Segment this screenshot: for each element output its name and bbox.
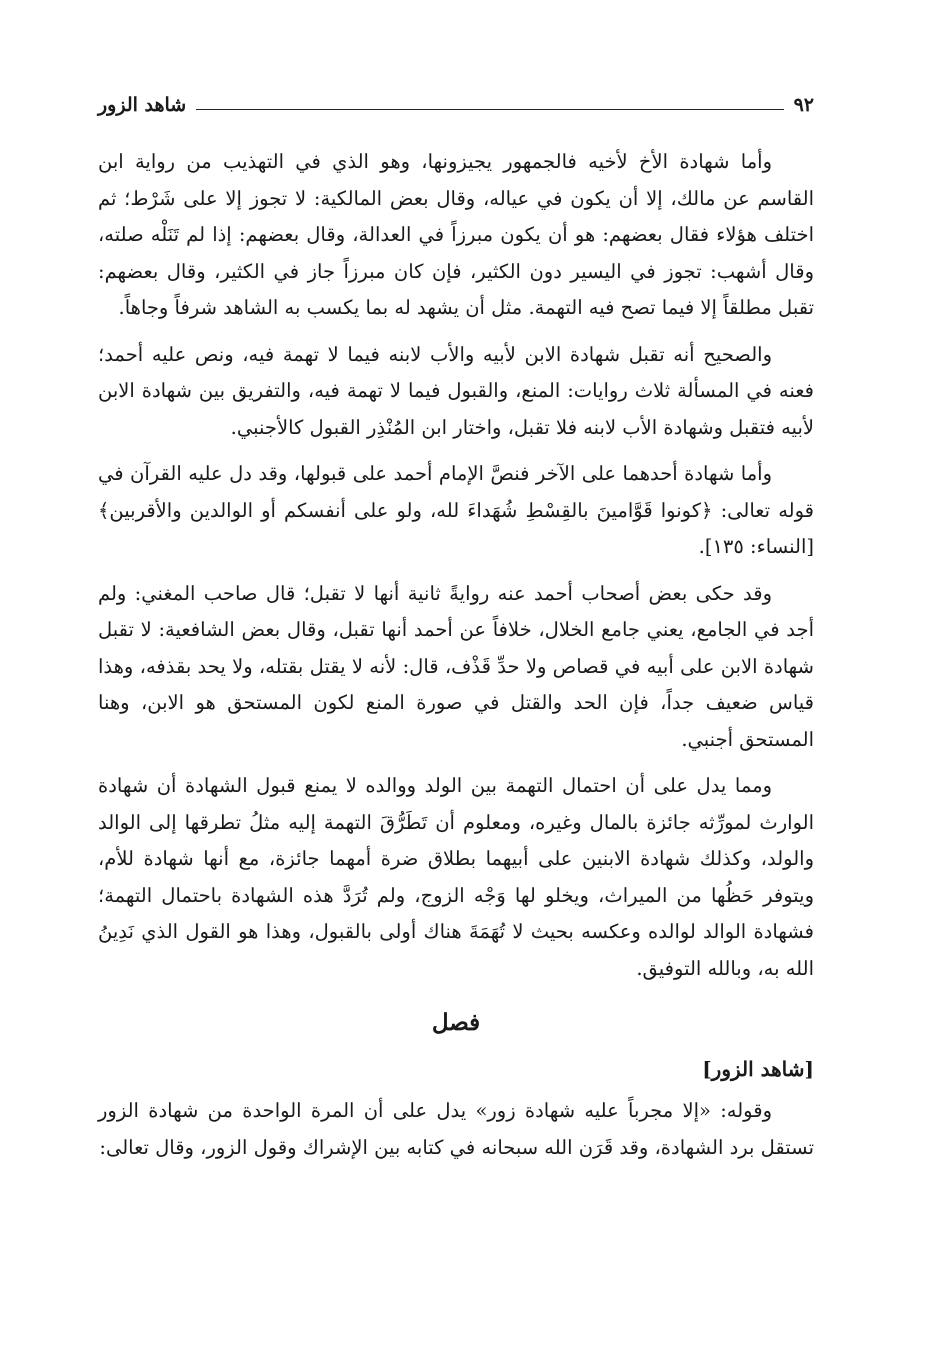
body-text: [98, 144, 814, 1166]
running-header: [98, 90, 814, 122]
paragraph-second-narration: وقد حكى بعض أصحاب أحمد عنه روايةً ثانية أنها لا تقبل؛ قال صاحب المغني: ولم أجد في الجامع، يعني جامع الخلال، خلافاً عن أحمد أنها تقبل، وقال بعض الشافعية: لا تقبل شهادة الابن على أبيه في قصاص ولا حدِّ قَذْف، قال: لأنه لا يقتل بقتله، ولا يحد بقذفه، وهذا قياس ضعيف جداً، فإن الحد والقتل في صورة المنع لكون المستحق هو الابن، وهنا المستحق أجنبي.: [98, 581, 814, 751]
page-number: ٩٢: [793, 94, 814, 116]
book-page: [98, 90, 814, 1290]
paragraph-false-witness: وقوله: «إلا مجرباً عليه شهادة زور» يدل على أن المرة الواحدة من شهادة الزور تستقل برد الشهادة، وقد قَرَن الله سبحانه في كتابه بين الإشراك وقول الزور، وقال تعالى:: [98, 1099, 814, 1159]
section-title: فصل: [431, 1009, 481, 1036]
section-subheading: [شاهد الزور]: [702, 1057, 814, 1081]
paragraph-brother-testimony: وأما شهادة الأخ لأخيه فالجمهور يجيزونها، وهو الذي في التهذيب من رواية ابن القاسم عن مالك، إلا أن يكون في عياله، وقال بعض المالكية: لا تجوز إلا على شَرْط؛ ثم اختلف هؤلاء فقال بعضهم: هو أن يكون مبرزاً في العدالة، وقال بعضهم: إذا لم تَنَلْه صلته، وقال أشهب: تجوز في اليسير دون الكثير، فإن كان مبرزاً جاز في الكثير، وقال بعضهم: تقبل مطلقاً إلا فيما تصح فيه التهمة. مثل أن يشهد له بما يكسب به الشاهد شرفاً وجاهاً.: [98, 150, 814, 319]
paragraph-testimony-against: وأما شهادة أحدهما على الآخر فنصَّ الإمام أحمد على قبولها، وقد دل عليه القرآن في قوله تعالى: ﴿كونوا قَوَّامينَ بالقِسْطِ شُهَداءَ لله، ولو على أنفسكم أو الوالدين والأقربين﴾ [النساء: ١٣٥].: [98, 462, 814, 558]
running-title: شاهد الزور: [98, 94, 187, 116]
header-rule: [196, 109, 783, 110]
paragraph-son-father-testimony: والصحيح أنه تقبل شهادة الابن لأبيه والأب لابنه فيما لا تهمة فيه، ونص عليه أحمد؛ فعنه في المسألة ثلاث روايات: المنع، والقبول فيما لا تهمة فيه، والتفريق بين شهادة الابن لأبيه فتقبل وشهادة الأب لابنه فلا تقبل، واختار ابن المُنْذِر القبول كالأجنبي.: [98, 342, 814, 439]
paragraph-suspicion-argument: ومما يدل على أن احتمال التهمة بين الولد ووالده لا يمنع قبول الشهادة أن شهادة الوارث لمورِّثه جائزة بالمال وغيره، ومعلوم أن تَطَرُّقَ التهمة إليه مثلُ تطرقها إلى الوالد والولد، وكذلك شهادة الابنين على أبيهما بطلاق ضرة أمهما جائزة، مع أنها شهادة للأم، ويتوفر حَظُها من الميراث، ويخلو لها وَجْه الزوج، ولم تُرَدَّ هذه الشهادة باحتمال التهمة؛ فشهادة الوالد لوالده وعكسه بحيث لا تُهَمَةَ هناك أولى بالقبول، وهذا هو القول الذي نَدِينُ الله به، وبالله التوفيق.: [98, 774, 814, 980]
